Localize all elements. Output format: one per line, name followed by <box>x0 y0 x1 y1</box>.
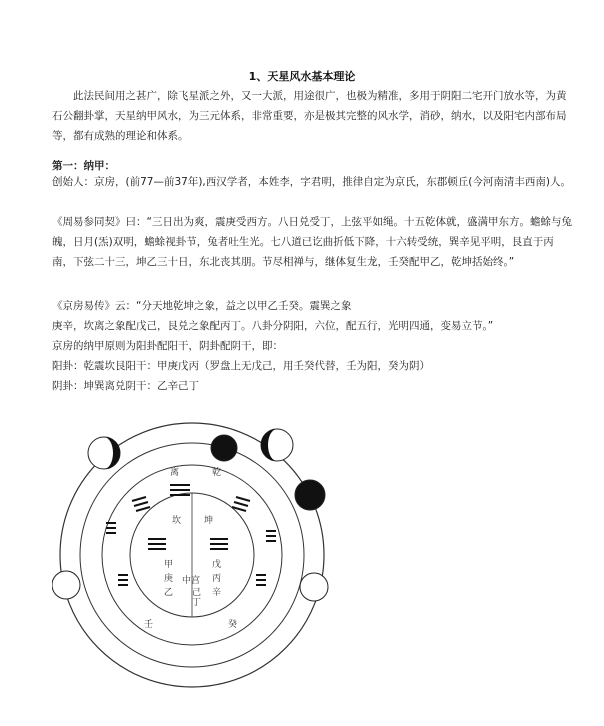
diagram-label-gui: 癸 <box>228 620 238 630</box>
trigram-bottom-right <box>256 575 266 585</box>
diagram-label-kan: 坎 <box>172 516 182 526</box>
diagram-label-jia: 甲 <box>164 560 174 570</box>
trigram-upper-right <box>232 497 250 511</box>
moon-phase-right <box>295 480 325 510</box>
yang-trigram-line: 阳卦：乾震坎艮阳干：甲庚戊丙（罗盘上无戊己，用壬癸代替，壬为阳，癸为阴） <box>52 360 430 372</box>
section-heading: 第一：纳甲： <box>52 160 115 172</box>
yin-trigram-line: 阴卦：坤巽离兑阴干：乙辛己丁 <box>52 380 199 392</box>
moon-phase-top-center <box>211 435 237 461</box>
diagram-label-li: 离 <box>170 468 180 478</box>
page-title: 1、天星风水基本理论 <box>248 70 356 83</box>
jingshi-quote-line-1: 《京房易传》云：“分天地乾坤之象，益之以甲乙壬癸。震巽之象 <box>52 300 352 312</box>
diagram-label-ding: 丁 <box>192 598 202 608</box>
diagram-label-xin: 辛 <box>212 588 222 598</box>
founder-paragraph: 创始人：京房，(前77—前37年),西汉学者，本姓李，字君明，推律自定为京氏，东郡顿丘(今河南清丰西南)人。 <box>52 176 571 188</box>
diagram-label-qian: 乾 <box>212 468 222 478</box>
diagram-label-yi: 乙 <box>164 588 174 598</box>
moon-phase-right-lower <box>300 573 328 601</box>
diagram-label-kun: 坤 <box>204 516 214 526</box>
zhouyi-quote-paragraph: 《周易参同契》曰：“三日出为爽，震庚受西方。八日兑受丁，上弦平如绳。十五乾体就，盛满甲东方。蟾蜍与兔魄，日月(炁)双明，蟾蜍视卦节，兔者吐生光。七八道已讫曲折低下降，十六转受统，巽辛见平明，艮直于丙南，下弦二十三，坤乙三十日，东北丧其朋。节尽相禅与，继体复生龙，壬癸配甲乙，乾坤括始终。” <box>52 216 572 268</box>
jingshi-quote-line-2: 庚辛，坎离之象配戊己，艮兑之象配丙丁。八卦分阴阳，六位，配五行，光明四通，变易立节。” <box>52 320 494 332</box>
diagram-label-geng: 庚 <box>164 574 174 584</box>
moon-phase-top-right <box>261 429 293 461</box>
najia-moon-phase-diagram <box>52 405 332 705</box>
intro-paragraph: 此法民间用之甚广，除飞星派之外，又一大派，用途很广，也极为精准，多用于阴阳二宅开门放水等，为黄石公翻卦掌，天星纳甲风水，为三元体系，非常重要，亦是极其完整的风水学，消砂，纳水，以及阳宅内部布局等，都有成熟的理论和体系。 <box>52 90 567 142</box>
diagram-label-wu: 戊 <box>212 560 222 570</box>
moon-phase-top-left <box>88 437 120 469</box>
trigram-inner-right <box>210 539 228 549</box>
diagram-label-center: 中宫 <box>182 576 201 586</box>
diagram-label-bing: 丙 <box>212 574 222 584</box>
trigram-inner-left <box>148 539 166 549</box>
diagram-label-ren: 壬 <box>144 620 154 630</box>
trigram-right <box>266 531 276 541</box>
trigram-bottom-left <box>118 575 128 585</box>
moon-phase-left <box>52 571 80 599</box>
diagram-label-ji: 己 <box>192 588 202 598</box>
najia-rule-line: 京房的纳甲原则为阳卦配阳干，阴卦配阴干，即： <box>52 340 283 352</box>
trigram-upper-left <box>132 497 150 511</box>
